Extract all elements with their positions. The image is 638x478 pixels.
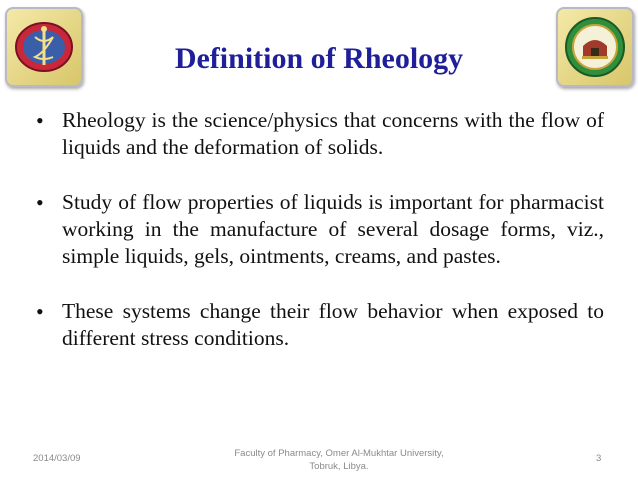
bullet-item (36, 107, 604, 161)
bullet-text: Study of flow properties of liquids is important for pharmacist working in the manufacture of several dosage forms, viz., simple liquids, gels, ointments, creams, and pastes. (62, 190, 604, 268)
footer-faculty: Faculty of Pharmacy, Omer Al-Mukhtar University, Tobruk, Libya. (234, 448, 444, 472)
bullet-item (36, 298, 604, 352)
bullet-item (36, 189, 604, 270)
bullet-text: Rheology is the science/physics that concerns with the flow of liquids and the deformation of solids. (62, 108, 604, 159)
bullet-dot-icon: • (36, 108, 44, 133)
slide-title: Definition of Rheology (174, 42, 464, 75)
bullet-dot-icon: • (36, 190, 44, 215)
bullet-text: These systems change their flow behavior when exposed to different stress conditions. (62, 299, 604, 350)
bullet-dot-icon: • (36, 299, 44, 324)
footer-date: 2014/03/09 (33, 453, 81, 464)
page-number: 3 (596, 453, 602, 464)
bullet-list (36, 107, 604, 380)
